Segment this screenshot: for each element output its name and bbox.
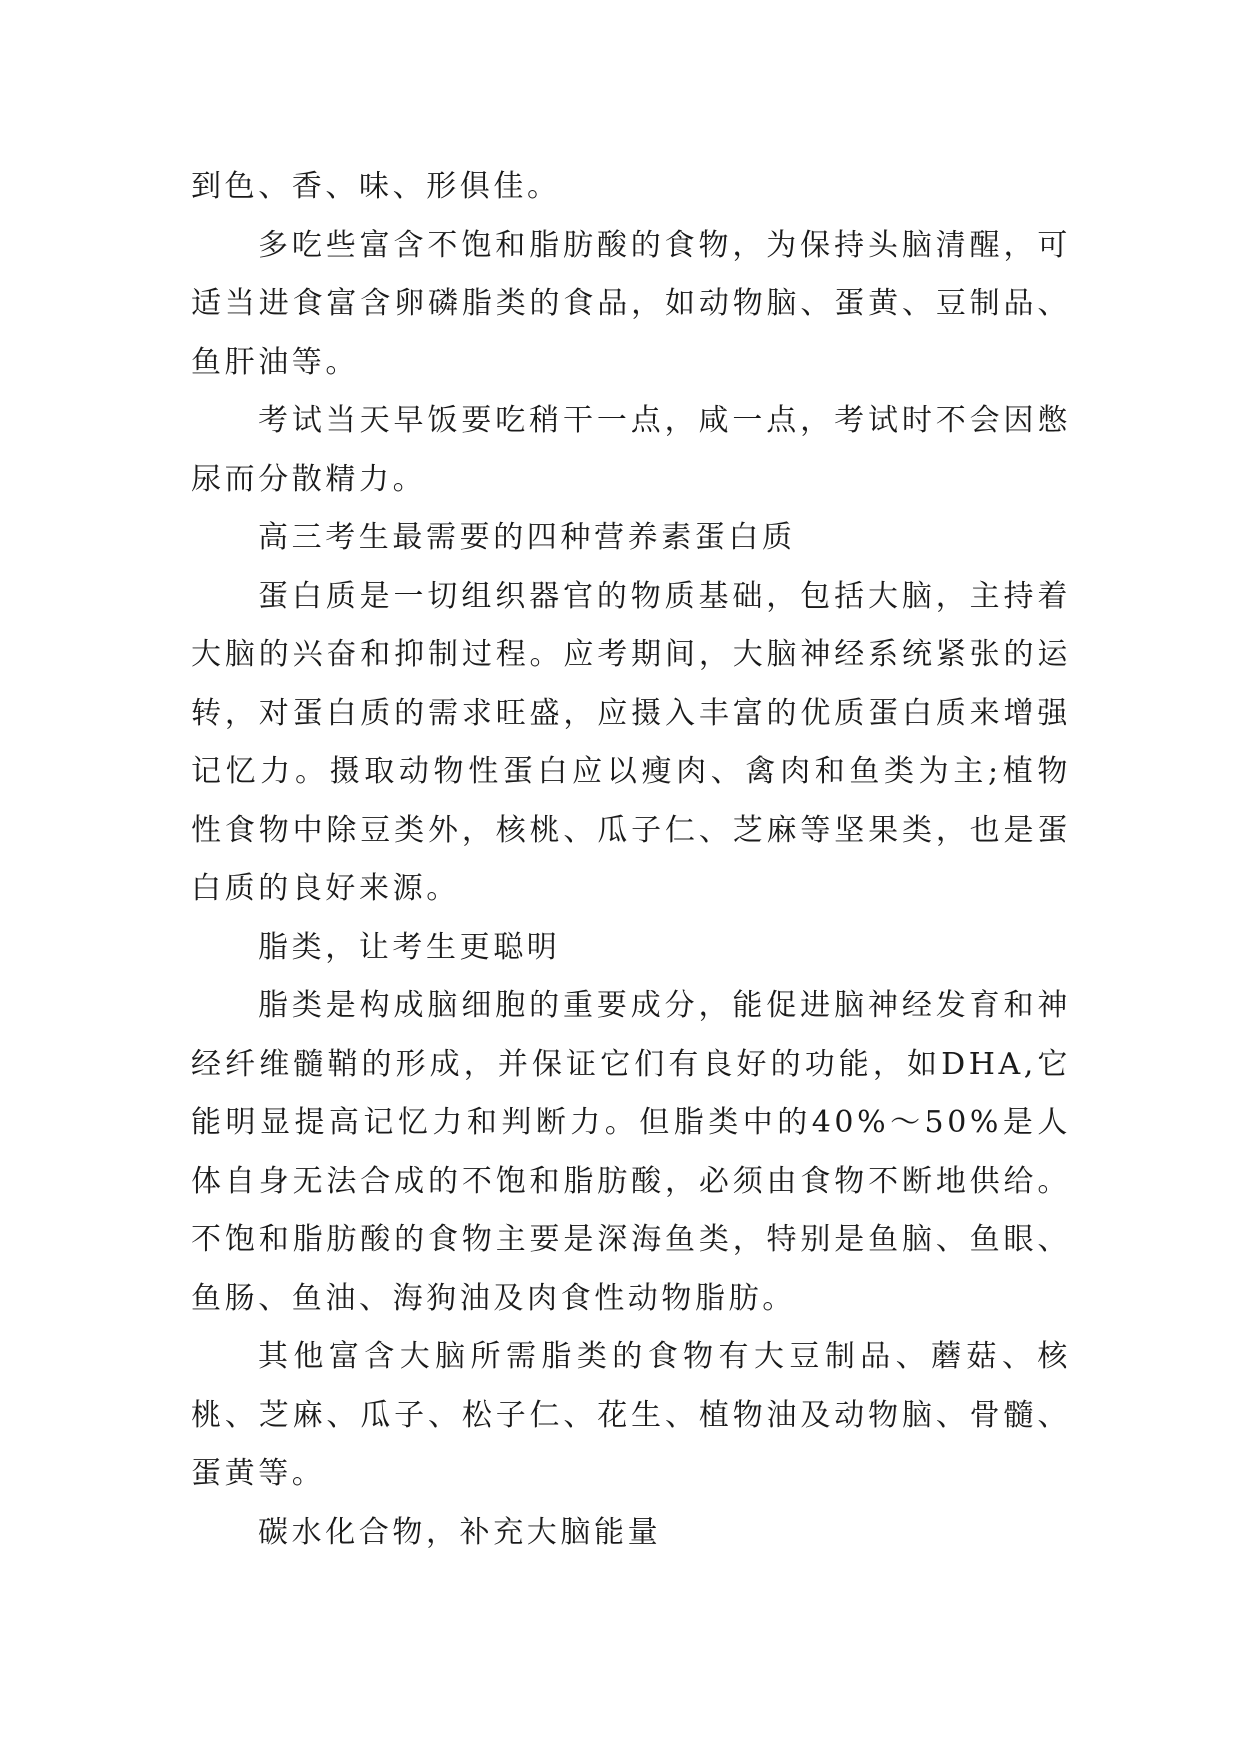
paragraph: 脂类是构成脑细胞的重要成分，能促进脑神经发育和神经纤维髓鞘的形成，并保证它们有良好的功能，如DHA,它能明显提高记忆力和判断力。但脂类中的40%～50%是人体自身无法合成的不饱和脂肪酸，必须由食物不断地供给。不饱和脂肪酸的食物主要是深海鱼类，特别是鱼脑、鱼眼、鱼肠、鱼油、海狗油及肉食性动物脂肪。 [191, 988, 1071, 1316]
section-heading: 碳水化合物，补充大脑能量 [258, 1514, 662, 1550]
paragraph: 到色、香、味、形俱佳。 [191, 169, 561, 204]
section-heading: 高三考生最需要的四种营养素蛋白质 [258, 520, 796, 555]
document-body [191, 158, 1071, 1562]
section-heading: 脂类，让考生更聪明 [258, 929, 561, 965]
paragraph: 蛋白质是一切组织器官的物质基础，包括大脑，主持着大脑的兴奋和抑制过程。应考期间，大脑神经系统紧张的运转，对蛋白质的需求旺盛，应摄入丰富的优质蛋白质来增强记忆力。摄取动物性蛋白应以瘦肉、禽肉和鱼类为主;植物性食物中除豆类外，核桃、瓜子仁、芝麻等坚果类，也是蛋白质的良好来源。 [191, 578, 1071, 906]
paragraph: 多吃些富含不饱和脂肪酸的食物，为保持头脑清醒，可适当进食富含卵磷脂类的食品，如动物脑、蛋黄、豆制品、鱼肝油等。 [191, 227, 1071, 380]
paragraph: 考试当天早饭要吃稍干一点，咸一点，考试时不会因憋尿而分散精力。 [191, 403, 1071, 497]
paragraph: 其他富含大脑所需脂类的食物有大豆制品、蘑菇、核桃、芝麻、瓜子、松子仁、花生、植物油及动物脑、骨髓、蛋黄等。 [191, 1339, 1071, 1491]
